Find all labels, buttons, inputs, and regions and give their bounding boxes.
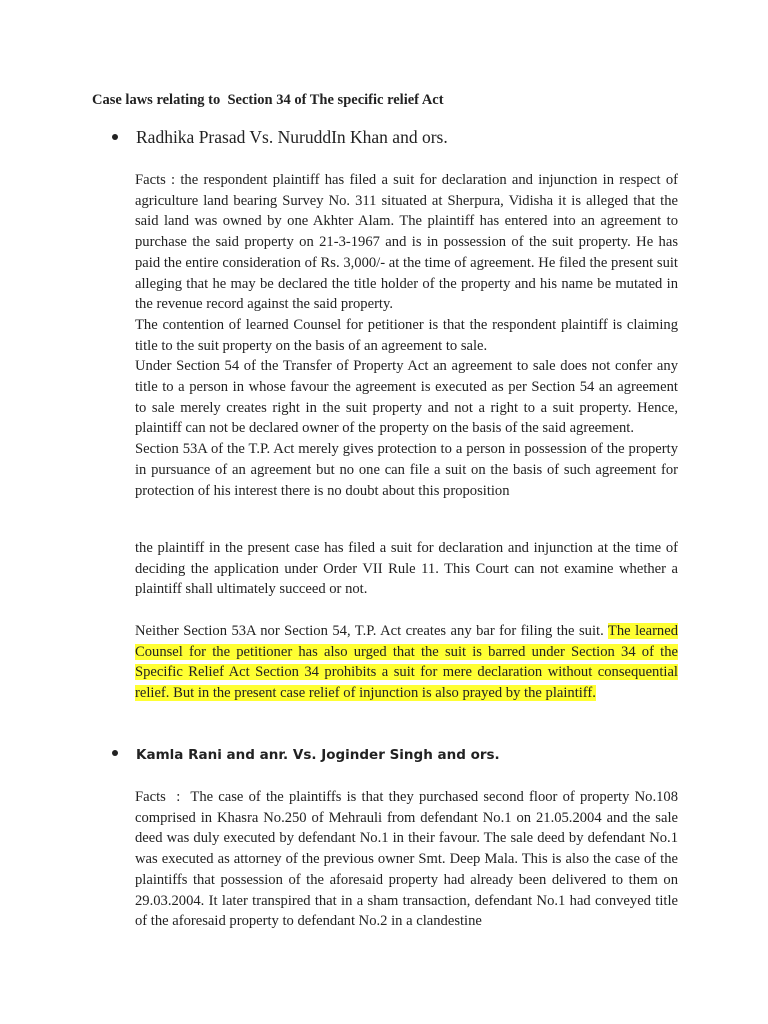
document-title: Case laws relating to Section 34 of The specific relief Act [92,92,444,108]
case-name: Kamla Rani and anr. Vs. Joginder Singh and ors. [136,747,500,763]
bullet-icon [112,750,118,756]
paragraph: Under Section 54 of the Transfer of Property Act an agreement to sale does not confer any title to a person in whose favour the agreement is executed as per Section 54 an agreement to sale merely creates right in the suit property and not a right to a suit property. Hence, plaintiff can not be declared owner of the property on the basis of the said agreement. [135,358,678,437]
paragraph: The contention of learned Counsel for petitioner is that the respondent plaintiff is claiming title to the suit property on the basis of an agreement to sale. [135,316,678,354]
paragraph: Facts : the respondent plaintiff has filed a suit for declaration and injunction in respect of agriculture land bearing Survey No. 311 situated at Sherpura, Vidisha it is alleged that the said land was owned by one Akhter Alam. The plaintiff has entered into an agreement to purchase the said property on 21-3-1967 and is in possession of the suit property. He has paid the entire consideration of Rs. 3,000/- at the time of agreement. He filed the present suit alleging that he may be declared the title holder of the property and his name be mutated in the revenue record against the said property. [135,172,678,313]
case1-court-block [135,538,678,600]
plain-text: Neither Section 53A nor Section 54, T.P. Act creates any bar for filing the suit. [135,623,608,639]
case-heading-radhika-prasad [112,127,448,148]
paragraph [135,621,678,704]
paragraph: the plaintiff in the present case has filed a suit for declaration and injunction at the time of deciding the application under Order VII Rule 11. This Court can not examine whether a plaintiff shall ultimately succeed or not. [135,540,678,598]
highlighted-text: The learned Counsel for the petitioner has also urged that the suit is barred under Section 34 of the Specific Relief Act Section 34 prohibits a suit for mere declaration without consequential relief. But in the present case relief of injunction is also prayed by the plaintiff. [135,623,679,702]
case1-conclusion-block [135,621,678,704]
paragraph: Section 53A of the T.P. Act merely gives protection to a person in possession of the property in pursuance of an agreement but no one can file a suit on the basis of such agreement for protection of his interest there is no doubt about this proposition [135,441,678,499]
case2-facts-block [135,787,682,932]
case-name: Radhika Prasad Vs. NuruddIn Khan and ors. [136,127,448,147]
case-heading-kamla-rani [112,747,500,763]
bullet-icon [112,134,118,140]
case1-facts-block [135,170,678,501]
paragraph: Facts : The case of the plaintiffs is that they purchased second floor of property No.108 comprised in Khasra No.250 of Mehrauli from defendant No.1 on 21.05.2004 and the sale deed was duly executed by defendant No.1 in their favour. The sale deed by defendant No.1 was executed as attorney of the previous owner Smt. Deep Mala. This is also the case of the plaintiffs that possession of the aforesaid property had already been delivered to them on 29.03.2004. It later transpired that in a sham transaction, defendant No.1 had conveyed title of the aforesaid property to defendant No.2 in a clandestine [135,789,682,930]
